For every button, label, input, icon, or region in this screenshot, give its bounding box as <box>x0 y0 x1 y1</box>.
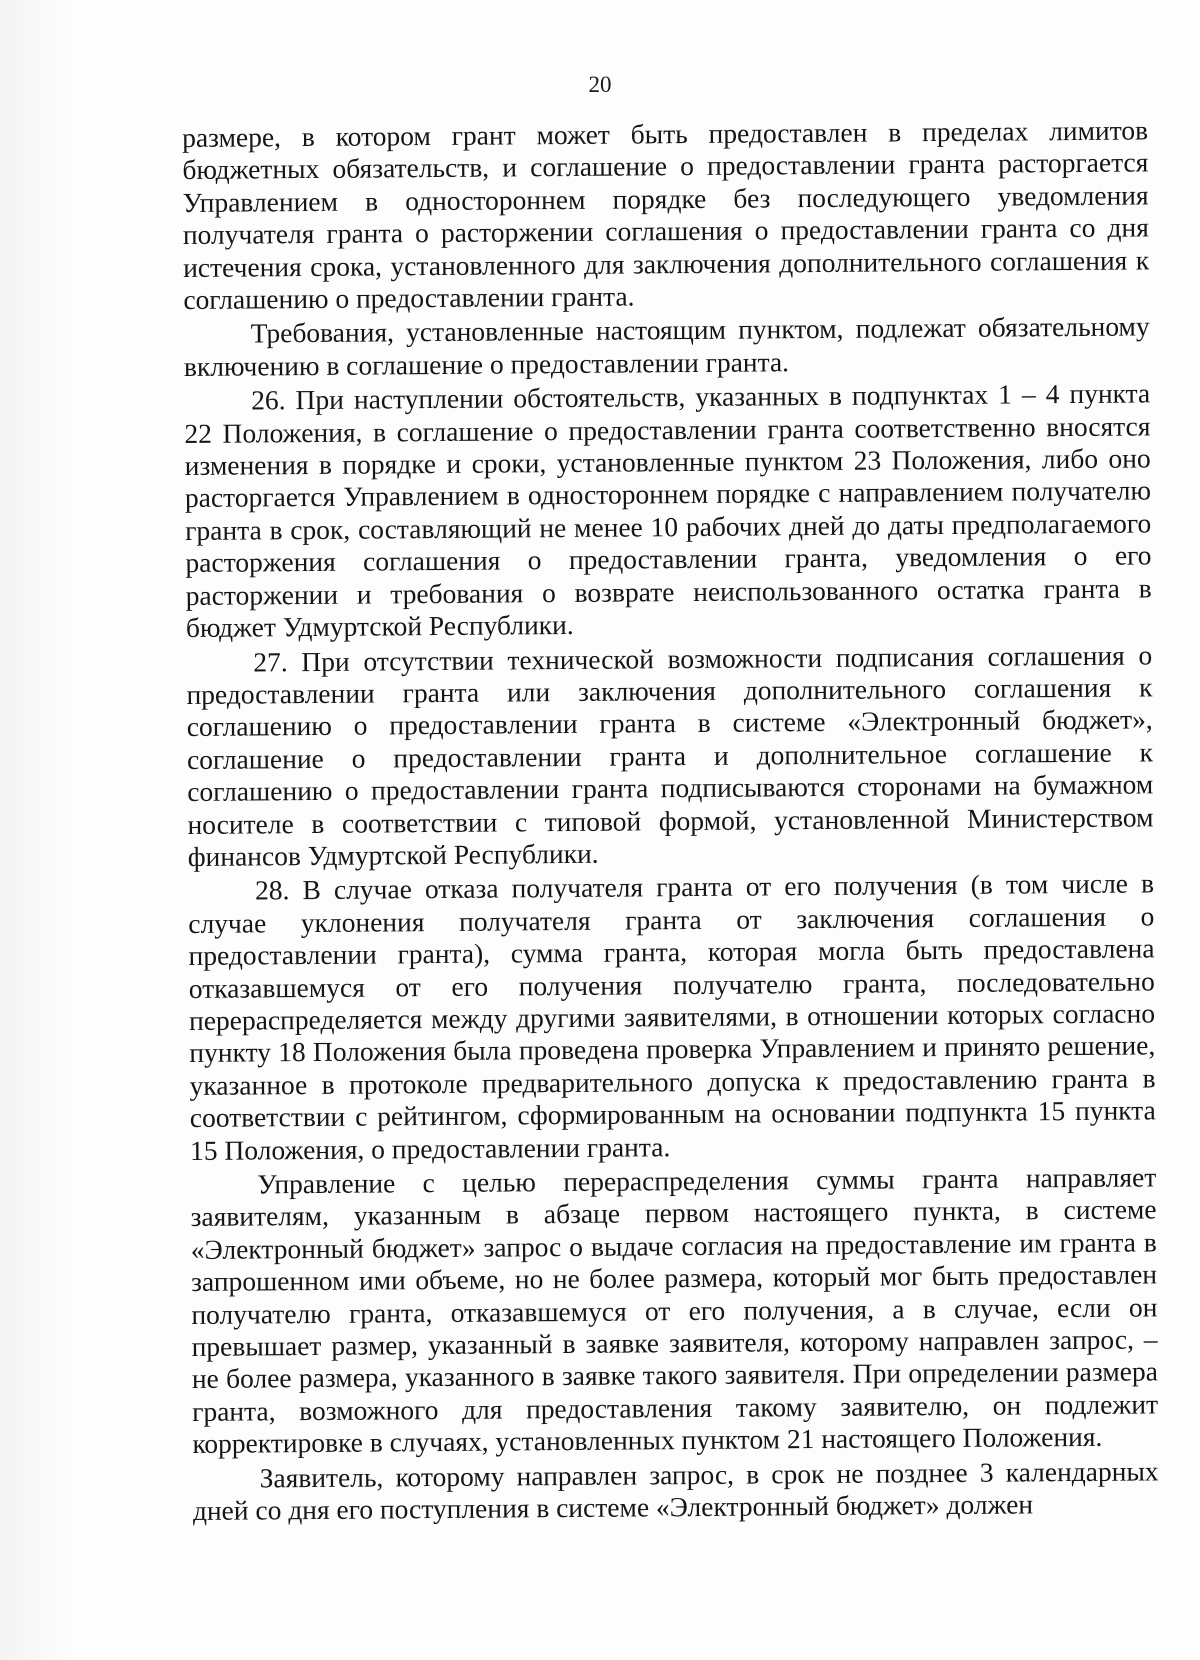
paragraph-redistribution: Управление с целью перераспределения суммы гранта направляет заявителям, указанным в абзаце первом настоящего пункта, в системе «Электронный бюджет» запрос о выдаче согласия на предоставление им гранта в запрошенном ими объеме, но не более размера, который мог быть предоставлен получателю гранта, отказавшемуся от его получения, а в случае, если он превышает размер, указанный в заявке заявителя, которому направлен запрос, – не более размера, указанного в заявке такого заявителя. При определении размера гранта, возможного для предоставления такому заявителю, он подлежит корректировке в случаях, установленных пунктом 21 настоящего Положения. <box>190 1161 1159 1460</box>
page-number: 20 <box>588 72 612 97</box>
paragraph-applicant: Заявитель, которому направлен запрос, в срок не позднее 3 календарных дней со дня его поступления в системе «Электронный бюджет» должен <box>192 1455 1159 1527</box>
paragraph-item-28: 28. В случае отказа получателя гранта от его получения (в том числе в случае уклонения получателя гранта от заключения соглашения о предоставлении гранта), сумма гранта, которая могла быть предоставлена отказавшемуся от его получения получателю гранта, последовательно перераспределяется между другими заявителями, в отношении которых согласно пункту 18 Положения была проведена проверка Управлением и принято решение, указанное в протоколе предварительного допуска к предоставлению гранта в соответствии с рейтингом, сформированным на основании подпункта 15 пункта 15 Положения, о предоставлении гранта. <box>188 867 1156 1166</box>
paragraph-item-27: 27. При отсутствии технической возможности подписания соглашения о предоставлении гранта или заключения дополнительного соглашения к соглашению о предоставлении гранта в системе «Электронный бюджет», соглашение о предоставлении гранта и дополнительное соглашение к соглашению о предоставлении гранта подписываются сторонами на бумажном носителе в соответствии с типовой формой, установленной Министерством финансов Удмуртской Республики. <box>186 638 1154 872</box>
paragraph-item-26: 26. При наступлении обстоятельств, указанных в подпунктах 1 – 4 пункта 22 Положения, в соглашение о предоставлении гранта соответственно вносятся изменения в порядке и сроки, установленные пунктом 23 Положения, либо оно расторгается Управлением в одностороннем порядке с направлением получателю гранта в срок, составляющий не менее 10 рабочих дней до даты предполагаемого расторжения соглашения о предоставлении гранта, уведомления о его расторжении и требования о возврате неиспользованного остатка гранта в бюджет Удмуртской Республики. <box>184 377 1152 644</box>
paragraph-requirements: Требования, установленные настоящим пунктом, подлежат обязательному включению в соглашение о предоставлении гранта. <box>183 310 1150 382</box>
scan-edge-shadow <box>0 0 70 1660</box>
document-body <box>182 114 1159 1529</box>
paragraph-continuation: размере, в котором грант может быть предоставлен в пределах лимитов бюджетных обязательств, и соглашение о предоставлении гранта расторгается Управлением в одностороннем порядке без последующего уведомления получателя гранта о расторжении соглашения о предоставлении гранта со дня истечения срока, установленного для заключения дополнительного соглашения к соглашению о предоставлении гранта. <box>182 114 1150 316</box>
